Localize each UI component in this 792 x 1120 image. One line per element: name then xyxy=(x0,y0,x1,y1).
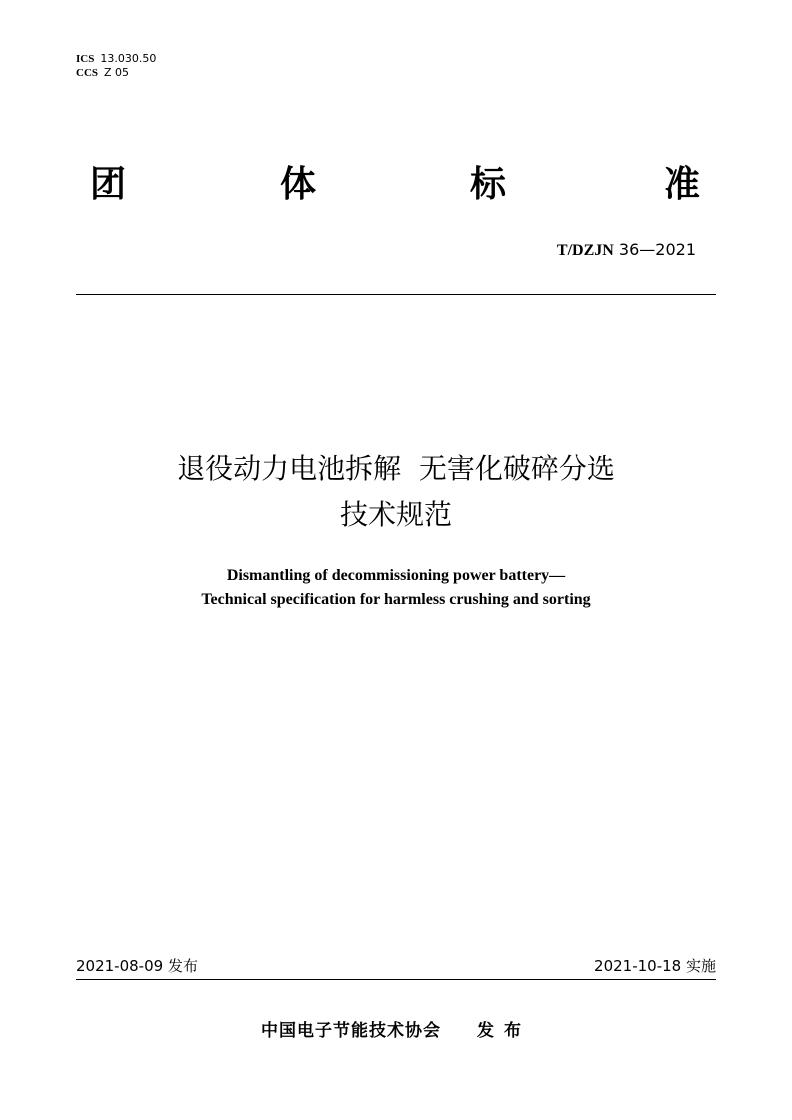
chinese-title-line-2: 技术规范 xyxy=(339,498,452,531)
ccs-value: Z 05 xyxy=(104,66,130,79)
standard-type-char: 标 xyxy=(470,164,507,205)
issuer-line xyxy=(0,1020,792,1042)
ics-code xyxy=(76,52,156,66)
dates-row xyxy=(76,956,716,978)
bottom-divider xyxy=(76,979,716,980)
issue-date: 2021-08-09 发布 xyxy=(76,957,198,975)
standard-number-value: 36—2021 xyxy=(618,240,696,259)
standard-number xyxy=(557,240,696,261)
standard-number-prefix: T/DZJN xyxy=(556,242,614,259)
issuing-organization: 中国电子节能技术协会 xyxy=(261,1021,441,1041)
chinese-title xyxy=(0,446,792,538)
implementation-date: 2021-10-18 实施 xyxy=(594,957,716,975)
publish-label: 发布 xyxy=(477,1021,531,1041)
standard-type-char: 体 xyxy=(280,164,317,205)
standard-type-char: 团 xyxy=(90,164,127,205)
english-title-line-1: Dismantling of decommissioning power battery— xyxy=(226,567,566,584)
classification-codes xyxy=(76,52,156,80)
english-title-line-2: Technical specification for harmless crushing and sorting xyxy=(201,591,591,608)
english-title xyxy=(0,564,792,612)
ics-value: 13.030.50 xyxy=(100,52,157,65)
chinese-title-line-1: 退役动力电池拆解 无害化破碎分选 xyxy=(177,452,615,485)
standard-type-heading xyxy=(0,162,792,212)
top-divider xyxy=(76,294,716,295)
ccs-code xyxy=(76,66,156,80)
ics-label: ICS xyxy=(76,53,95,65)
standard-type-char: 准 xyxy=(664,164,701,205)
ccs-label: CCS xyxy=(76,67,99,79)
